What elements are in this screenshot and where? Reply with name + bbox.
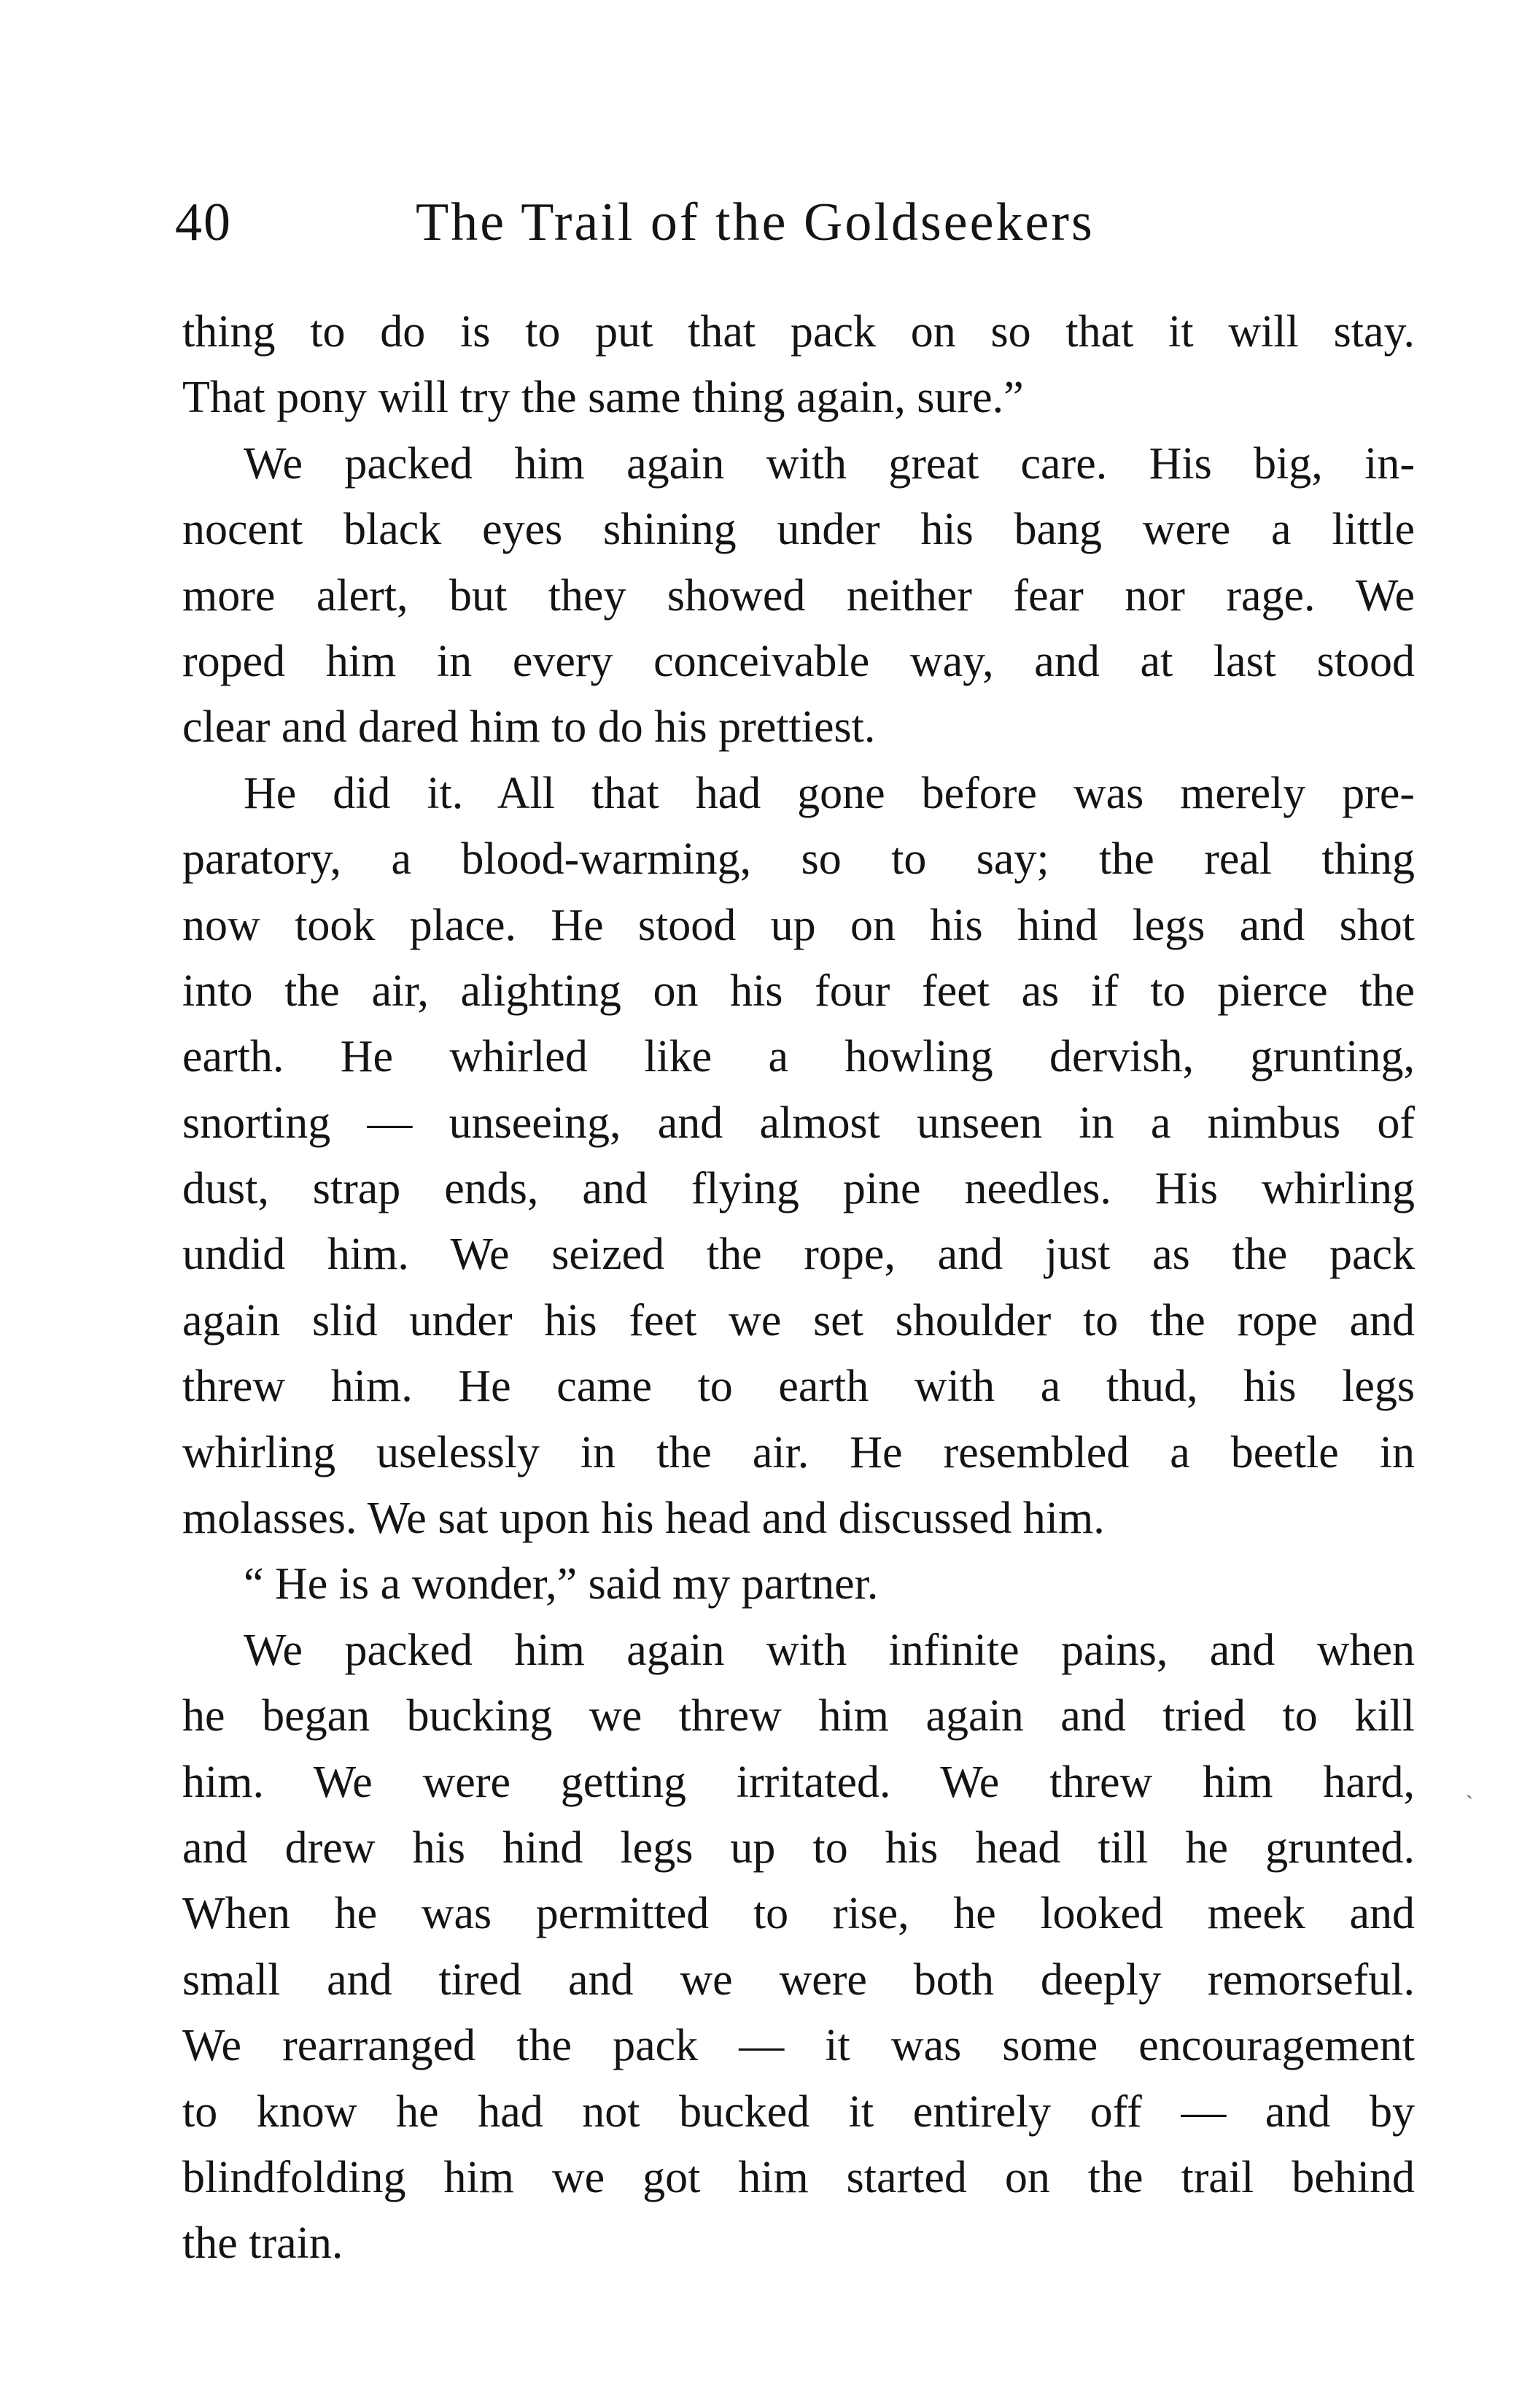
page-header	[175, 182, 1415, 263]
running-title: The Trail of the Goldseekers	[416, 193, 1095, 252]
text-line: small and tired and we were both deeply remorseful.	[182, 1954, 1415, 2005]
text-line: again slid under his feet we set shoulder to the rope and	[182, 1295, 1415, 1345]
text-line: paratory, a blood-warming, so to say; the real thing	[182, 834, 1415, 885]
page-number: 40	[175, 193, 232, 252]
text-line: threw him. He came to earth with a thud, his legs	[182, 1362, 1415, 1412]
text-line: We packed him again with great care. His big, in-	[244, 438, 1415, 489]
text-line: “ He is a wonder,” said my partner.	[244, 1559, 879, 1609]
text-line: We packed him again with infinite pains, and when	[244, 1625, 1415, 1675]
text-line: When he was permitted to rise, he looked meek and	[182, 1889, 1415, 1939]
text-line: We rearranged the pack — it was some encouragement	[182, 2021, 1415, 2071]
text-line: thing to do is to put that pack on so that it will stay.	[182, 307, 1415, 357]
text-line: nocent black eyes shining under his bang were a little	[182, 505, 1415, 555]
text-line: earth. He whirled like a howling dervish, grunting,	[182, 1032, 1415, 1082]
text-line: whirling uselessly in the air. He resembled a beetle in	[182, 1427, 1415, 1477]
text-line: he began bucking we threw him again and tried to kill	[182, 1691, 1415, 1741]
text-line: snorting — unseeing, and almost unseen in a nimbus of	[182, 1098, 1415, 1148]
text-line: to know he had not bucked it entirely off — and by	[182, 2086, 1415, 2137]
text-line: molasses. We sat upon his head and discussed him.	[182, 1494, 1105, 1544]
text-line: That pony will try the same thing again, sure.”	[182, 373, 1024, 423]
text-line: the train.	[182, 2218, 343, 2269]
text-line: him. We were getting irritated. We threw him hard,	[182, 1757, 1415, 1807]
body-text	[182, 299, 1415, 2277]
text-line: into the air, alighting on his four feet as if to pierce the	[182, 966, 1415, 1016]
text-line: He did it. All that had gone before was merely pre-	[244, 768, 1415, 818]
text-line: dust, strap ends, and flying pine needles. His whirling	[182, 1164, 1415, 1214]
text-line: now took place. He stood up on his hind legs and shot	[182, 900, 1415, 950]
margin-speck: ˎ	[1466, 1775, 1473, 1799]
text-line: undid him. We seized the rope, and just as the pack	[182, 1230, 1415, 1280]
text-line: and drew his hind legs up to his head till he grunted.	[182, 1822, 1415, 1873]
text-line: roped him in every conceivable way, and at last stood	[182, 636, 1415, 686]
text-line: clear and dared him to do his prettiest.	[182, 702, 876, 753]
text-line: blindfolding him we got him started on the trail behind	[182, 2152, 1415, 2202]
text-line: more alert, but they showed neither fear nor rage. We	[182, 570, 1415, 621]
